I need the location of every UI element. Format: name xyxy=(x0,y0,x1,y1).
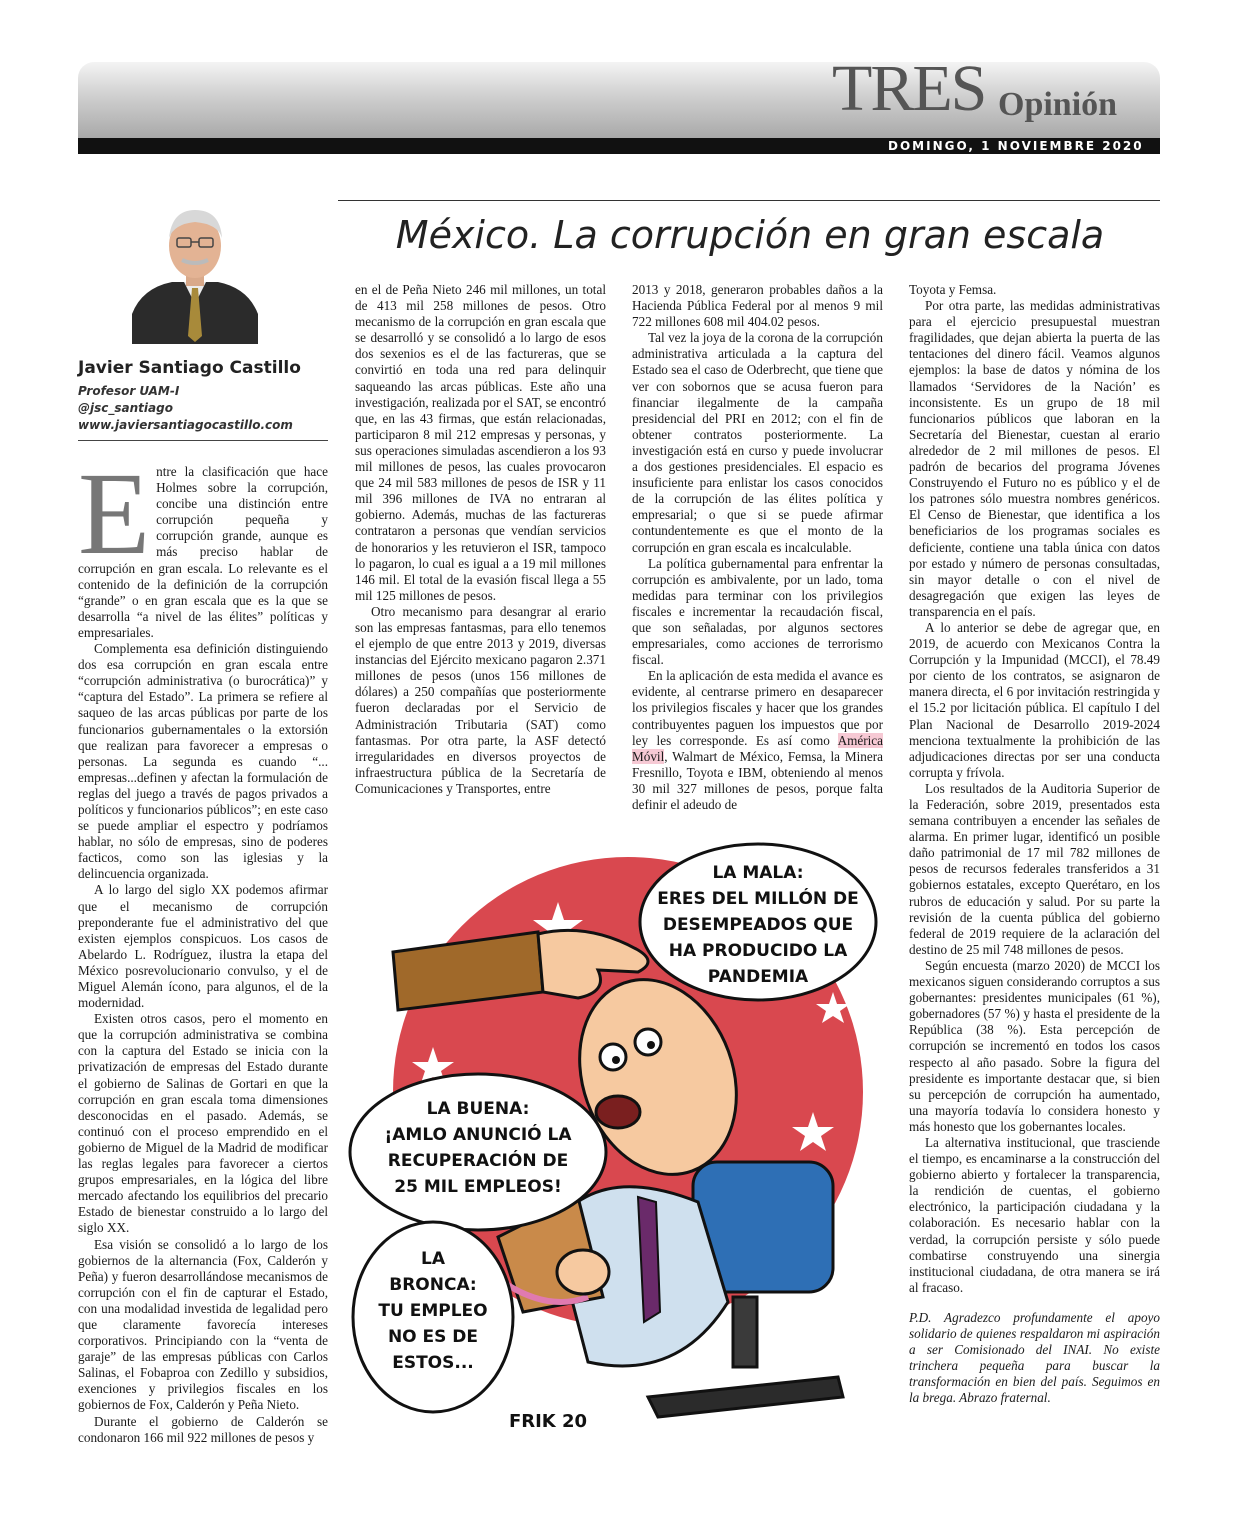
paragraph: en el de Peña Nieto 246 mil millones, un total de 413 mil 258 millones de pesos. Otro mecanismo de la corrupción en gran escala que se desarrolló y se consolidó a lo largo de esos dos sexenios es el de las factureras, que se convirtió en toda una red para delinquir saqueando las arcas públicas. Este año una investigación, realizada por el SAT, se encontró que, en las 43 firmas, que están relacionadas, participaron 8 mil 212 empresas y personas, y sus operaciones simuladas ascendieron a los 93 mil millones de pesos, las cuales provocaron que 24 mil 583 millones de pesos de ISR y 11 mil 396 millones de IVA no entraran al gobierno. Además, muchas de las factureras contrataron a personas que vendían servicios de honorarios y les retuvieron el ISR, tampoco lo pagaron, lo cual es igual a a 19 mil millones 146 mil. El total de la evasión fiscal llega a 55 mil 125 millones de pesos. xyxy=(355,282,606,603)
article-column-4 xyxy=(909,282,1160,1406)
paragraph: La política gubernamental para enfrentar la corrupción es ambivalente, por un lado, toma medidas para terminar con los privilegios fiscales e incrementar la recaudación fiscal, que son señaladas, por algunos sectores empresariales, como acciones de terrorismo fiscal. xyxy=(632,555,883,668)
paragraph-highlighted: En la aplicación de esta medida el avance es evidente, al centrarse primero en desaparecer los privilegios fiscales y hacer que los grandes contribuyentes paguen los impuestos que por ley les corresponde. Es así como América Móvil, Walmart de México, Femsa, la Minera Fresnillo, Toyota e IBM, obteniendo al menos 30 mil 327 millones de pesos, porque falta definir el adeudo de xyxy=(632,668,883,812)
postscript: P.D. Agradezco profundamente el apoyo solidario de quienes respaldaron mi aspiración a ser Comisionado del INAI. No existe trinchera pequeña para buscar la transformación en bien del país. Seguimos en la brega. Abrazo fraternal. xyxy=(909,1309,1160,1406)
author-role: Profesor UAM-I xyxy=(78,384,180,398)
bubble-good-line: ¡AMLO ANUNCIÓ LA xyxy=(384,1125,572,1145)
highlighted-text: América Móvil xyxy=(632,732,883,764)
author-name: Javier Santiago Castillo xyxy=(78,358,301,378)
bubble-rough-line: ESTOS... xyxy=(392,1353,474,1373)
brand-section: Opinión xyxy=(998,86,1118,123)
article-column-1 xyxy=(78,448,328,1446)
drop-cap: E xyxy=(78,448,151,579)
bubble-rough-line: NO ES DE xyxy=(387,1327,479,1347)
paragraph: Durante el gobierno de Calderón se condonaron 166 mil 922 millones de pesos y xyxy=(78,1413,328,1445)
cartoon-signature: FRIK 20 xyxy=(508,1411,588,1432)
bubble-rough-line: LA xyxy=(421,1249,445,1269)
author-website: www.javiersantiagocastillo.com xyxy=(78,418,293,432)
paragraph: Los resultados de la Auditoria Superior de la Federación, sobre 2019, presentados esta semana contribuyen a encender las señales de alarma. En primer lugar, identificó un posible daño patrimonial de 17 mil 782 millones de pesos de recursos federales transferidos a 31 gobiernos estatales, excepto Querétaro, en los rubros de educación y salud. Por su parte la revisión de la cuenta pública del gobierno federal de 2019 requiere de la aclaración del destino de 25 mil 748 millones de pesos. xyxy=(909,780,1160,957)
paragraph: La alternativa institucional, que trasciende el tiempo, es encaminarse a la construcción del gobierno abierto y fortalecer la transparencia, la rendición de cuentas, el gobierno electrónico, la participación ciudadana y la colaboración. Es necesario hablar con la verdad, la corrupción persiste y sólo puede combatirse construyendo una sinergia institucional ciudadana, de otra manera se irá al fracaso. xyxy=(909,1134,1160,1295)
title-rule xyxy=(338,200,1160,201)
article-column-2 xyxy=(355,282,606,797)
paragraph: Según encuesta (marzo 2020) de MCCI los mexicanos siguen considerando corruptos a sus gobernantes: presidentes municipales (61 %), gobernadores (57 %) y hasta el presidente de la República (38 %). Esta percepción de corrupción se incrementó en todos los casos respecto al año pasado. Sobre la figura del presidente es importante destacar que, si bien su percepción de corrupción ha aumentado, una mayoría todavía lo considera honesto y más honesto que los gobernantes locales. xyxy=(909,957,1160,1134)
bubble-bad-line: DESEMPEADOS QUE xyxy=(662,915,854,935)
brand-tres: TRES xyxy=(832,52,986,125)
bubble-good-line: LA BUENA: xyxy=(426,1099,530,1119)
paragraph: Otro mecanismo para desangrar al erario son las empresas fantasmas, para ello tenemos el ejemplo de que entre 2013 y 2019, diversas instancias del Ejército mexicano pagaron 2.371 millones de pesos (unos 156 millones de dólares) a 250 compañías que posteriormente fueron declaradas por el Servicio de Administración Tributaria (SAT) como fantasmas. Por otra parte, la ASF detectó irregularidades en diversos proyectos de infraestructura pública de la Secretaría de Comunicaciones y Transportes, entre xyxy=(355,603,606,796)
bubble-rough-line: BRONCA: xyxy=(389,1275,477,1295)
paragraph: Toyota y Femsa. xyxy=(909,282,997,297)
paragraph: ntre la clasificación que hace Holmes sobre la corrupción, concibe una distinción entre corrupción pequeña y corrupción grande, aunque es más preciso hablar de corrupción en gran escala. Lo relevante es el contenido de la definición de la corrupción “grande” o en gran escala que es la que se desarrolla “a nivel de las élites” políticas y empresariales. xyxy=(78,464,328,640)
author-photo xyxy=(132,196,258,344)
bubble-bad-line: LA MALA: xyxy=(712,863,804,883)
paragraph: Existen otros casos, pero el momento en que la corrupción administrativa se combina con la captura del Estado se inicia con la privatización de empresas del Estado durante el gobierno de Salinas de Gortari en que la corrupción en gran escala toma dimensiones desconocidas en el pasado. Además, se continuó con el proceso emprendido en el gobierno de Miguel de la Madrid de modificar las reglas legales para favorecer a ciertos grupos empresariales, en la lógica del libre mercado afectando los equilibrios del precario Estado de bienestar construido a lo largo del siglo XX. xyxy=(78,1011,328,1236)
paragraph: Por otra parte, las medidas administrativas para el ejercicio presupuestal muestran fragilidades, que dejan abierta la puerta de las tentaciones del dinero fácil. Veamos algunos ejemplos: la base de datos y nómina de los llamados ‘Servidores de la Nación’ es inconsistente. Es un grupo de 18 mil funcionarios públicos que laboran en la Secretaría del Bienestar, cuestan al erario alrededor de 2 mil millones de pesos. El padrón de becarios del programa Jóvenes Construyendo el Futuro no es público y el de los patrones sólo muestra nombres genéricos. El Censo de Bienestar, que identifica a los beneficiarios de los programas sociales es deficiente, contiene una tabla única con datos por estado y número de personas consultadas, sin mayor detalle o con el nivel de desagregación que exigen las leyes de transparencia en el país. xyxy=(909,298,1160,619)
paragraph: Tal vez la joya de la corona de la corrupción administrativa articulada a la captura del Estado sea el caso de Oderbrecht, que tiene que ver con sobornos que se acusa fueron para financiar ilegalmente de la campaña presidencial del PRI en 2012; con el fin de obtener contratos posteriormente. La investigación está en curso y puede involucrar a dos gestiones presidenciales. El espacio es insuficiente para enlistar los casos conocidos de la corrupción de las élites política y empresarial; o que si se puede afirmar contundentemente es que el monto de la corrupción en gran escala es incalculable. xyxy=(632,330,883,555)
bubble-bad-line: HA PRODUCIDO LA xyxy=(668,941,848,961)
bubble-bad-line: PANDEMIA xyxy=(707,967,809,987)
paragraph: Esa visión se consolidó a lo largo de los gobiernos de la alternancia (Fox, Calderón y Peña) y fueron desarrollándose mecanismos de corrupción con el fin de capturar el Estado, con una modalidad investida de legalidad pero que claramente favorecía intereses corporativos. Principiando con la “venta de garaje” de las empresas públicas con Carlos Salinas, el Fobaproa con Zedillo y subsidios, exenciones y privilegios fiscales en los gobiernos de Fox, Calderón y Peña Nieto. xyxy=(78,1236,328,1413)
article-title: México. La corrupción en gran escala xyxy=(395,213,1105,257)
paragraph: 2013 y 2018, generaron probables daños a la Hacienda Pública Federal por al menos 9 mil 722 millones 608 mil 404.02 pesos. xyxy=(632,282,883,330)
author-handle: @jsc_santiago xyxy=(78,401,173,415)
article-column-3 xyxy=(632,282,883,813)
bubble-good-line: RECUPERACIÓN DE xyxy=(387,1151,569,1171)
bubble-good-line: 25 MIL EMPLEOS! xyxy=(394,1177,562,1197)
paragraph: A lo largo del siglo XX podemos afirmar que el mecanismo de corrupción preponderante fue el administrativo del que existen ejemplos conspicuos. Los casos de Abelardo L. Rodríguez, ilustra la etapa del México posrevolucionario convulso, y el de Miguel Alemán ícono, para algunos, el de la modernidad. xyxy=(78,882,328,1011)
bubble-rough-line: TU EMPLEO xyxy=(378,1301,488,1321)
header-date: DOMINGO, 1 NOVIEMBRE 2020 xyxy=(888,139,1144,153)
paragraph: Complementa esa definición distinguiendo dos esa corrupción en gran escala entre “corrupción administrativa (o burocrática)” y “captura del Estado”. La primera se refiere al saqueo de las arcas públicas por parte de los funcionarios gubernamentales o la extorsión que realizan para favorecer a empresas o personas. La segunda es cuando “... empresas...definen y afectan la formulación de reglas del juego a través de pagos privados a políticos y funcionarios públicos”; en este caso se puede ampliar el espectro y podríamos hablar, no sólo de empresas, sino de poderes facticos, como son las iglesias y la delincuencia organizada. xyxy=(78,641,328,882)
bubble-bad-line: ERES DEL MILLÓN DE xyxy=(657,889,859,909)
paragraph: A lo anterior se debe de agregar que, en 2019, de acuerdo con Mexicanos Contra la Corrupción y la Impunidad (MCCI), el 78.49 por ciento de los contratos, se asignaron de manera directa, el 6 por invitación restringida y el 15.2 por licitación pública. El capítulo I del Plan Nacional de Desarrollo 2019-2024 menciona textualmente la prohibición de las adjudicaciones directas por ser una conducta corrupta y frívola. xyxy=(909,619,1160,780)
author-rule xyxy=(78,440,328,441)
editorial-cartoon xyxy=(338,842,886,1442)
